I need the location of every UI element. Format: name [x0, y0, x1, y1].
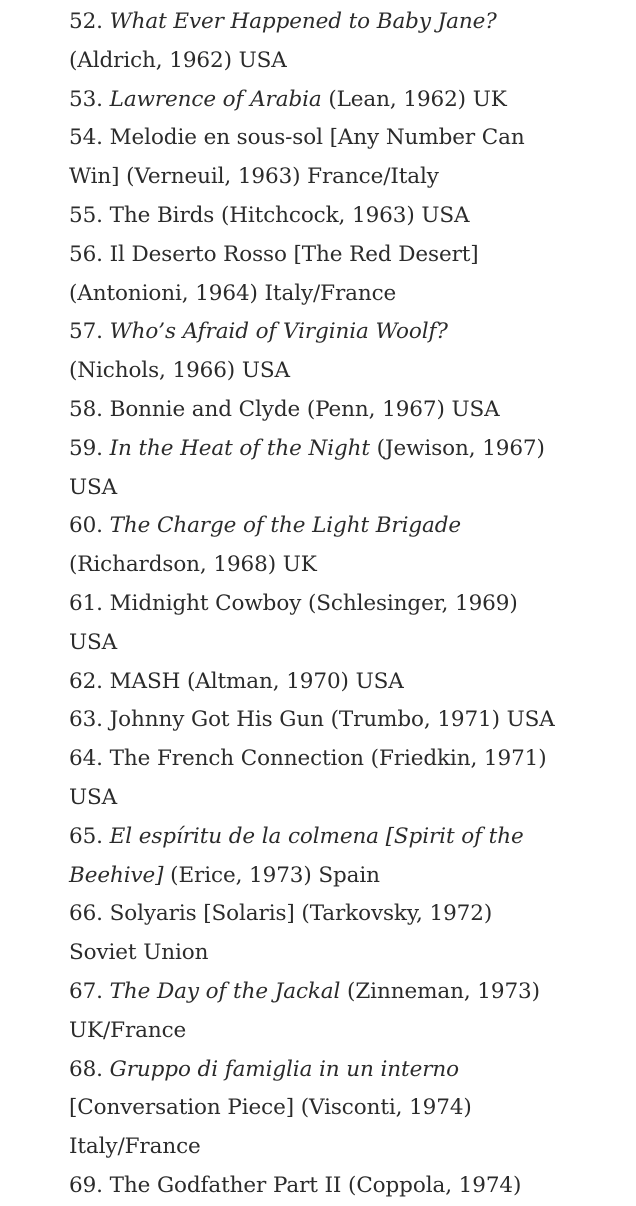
text: (Antonioni, 1964) Italy/France — [69, 280, 397, 306]
text: 66. Solyaris [Solaris] (Tarkovsky, 1972) — [69, 901, 493, 927]
text: 69. The Godfather Part II (Coppola, 1974) — [69, 1172, 522, 1198]
text: (Erice, 1973) Spain — [163, 862, 380, 888]
list-line — [69, 973, 629, 1012]
text: 53. — [69, 86, 110, 112]
text: USA — [69, 784, 118, 810]
text: 68. — [69, 1056, 110, 1082]
list-line — [69, 391, 629, 430]
text: USA — [69, 629, 118, 655]
text: 59. — [69, 435, 110, 461]
list-line — [69, 197, 629, 236]
list-line — [69, 430, 629, 469]
list-line — [69, 934, 629, 973]
list-line — [69, 895, 629, 934]
list-line — [69, 3, 629, 42]
list-line — [69, 42, 629, 81]
list-line — [69, 663, 629, 702]
text: (Jewison, 1967) — [369, 435, 545, 461]
text: Soviet Union — [69, 940, 209, 966]
text: 67. — [69, 978, 110, 1004]
italic-text: Who’s Afraid of Virginia Woolf? — [109, 319, 448, 345]
list-line — [69, 1012, 629, 1051]
italic-text: In the Heat of the Night — [109, 435, 370, 461]
list-line — [69, 857, 629, 896]
list-line — [69, 740, 629, 779]
list-line — [69, 779, 629, 818]
text: (Nichols, 1966) USA — [69, 358, 290, 384]
list-line — [69, 1089, 629, 1128]
text: 55. The Birds (Hitchcock, 1963) USA — [69, 202, 470, 228]
text: 62. MASH (Altman, 1970) USA — [69, 668, 404, 694]
list-line — [69, 1051, 629, 1090]
list-line — [69, 585, 629, 624]
list-line — [69, 81, 629, 120]
list-line — [69, 1128, 629, 1167]
text: UK/France — [69, 1017, 187, 1043]
italic-text: The Day of the Jackal — [109, 978, 341, 1004]
italic-text: Gruppo di famiglia in un interno — [109, 1056, 459, 1082]
text: (Aldrich, 1962) USA — [69, 47, 287, 73]
list-line — [69, 119, 629, 158]
list-line — [69, 236, 629, 275]
text: 63. Johnny Got His Gun (Trumbo, 1971) USA — [69, 707, 555, 733]
list-line — [69, 158, 629, 197]
list-line — [69, 624, 629, 663]
text: 56. Il Deserto Rosso [The Red Desert] — [69, 241, 479, 267]
list-line — [69, 507, 629, 546]
text: 58. Bonnie and Clyde (Penn, 1967) USA — [69, 396, 500, 422]
list-line — [69, 701, 629, 740]
text: (Visconti, 1974) — [294, 1095, 472, 1121]
text: 65. — [69, 823, 110, 849]
list-line — [69, 275, 629, 314]
italic-text: What Ever Happened to Baby Jane? — [109, 9, 497, 34]
italic-text: Lawrence of Arabia — [109, 86, 322, 112]
list-line — [69, 352, 629, 391]
text: 54. Melodie en sous-sol [Any Number Can — [69, 125, 525, 151]
text: Italy/France — [69, 1134, 201, 1160]
list-line — [69, 313, 629, 352]
film-list — [69, 3, 629, 1206]
italic-text: The Charge of the Light Brigade — [109, 513, 462, 539]
text: (Richardson, 1968) UK — [69, 552, 317, 578]
text: (Lean, 1962) UK — [321, 86, 507, 112]
text: 57. — [69, 319, 110, 345]
list-line — [69, 469, 629, 508]
text: Win] (Verneuil, 1963) France/Italy — [69, 164, 439, 190]
text: [Conversation Piece] — [69, 1095, 294, 1121]
text: 64. The French Connection (Friedkin, 1971) — [69, 746, 547, 772]
text: 52. — [69, 9, 110, 34]
text: 61. Midnight Cowboy (Schlesinger, 1969) — [69, 590, 518, 616]
text: 60. — [69, 513, 110, 539]
italic-text: Beehive] — [69, 862, 164, 888]
italic-text: El espíritu de la colmena [Spirit of the — [109, 823, 524, 849]
list-line — [69, 546, 629, 585]
text: (Zinneman, 1973) — [340, 978, 540, 1004]
list-line — [69, 818, 629, 857]
text: USA — [69, 474, 118, 500]
